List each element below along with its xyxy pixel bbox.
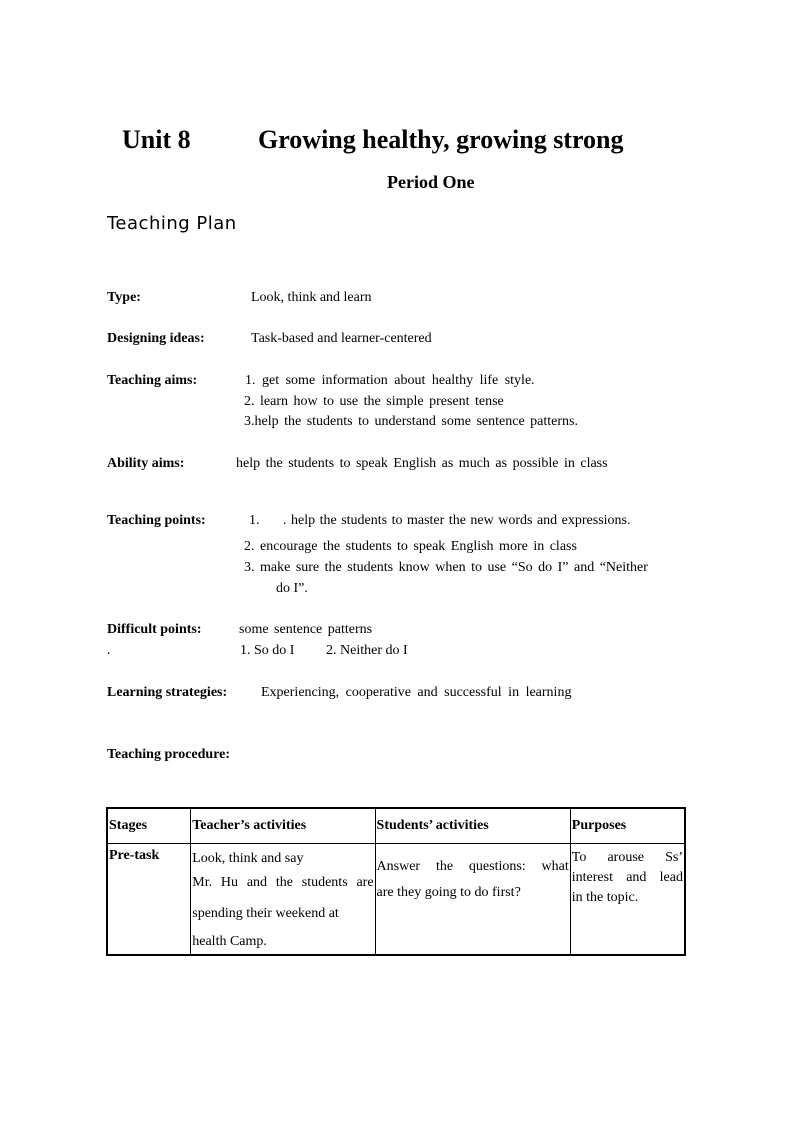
purpose-line: interest and lead xyxy=(571,870,683,885)
teacher-line: health Camp. xyxy=(192,934,267,949)
procedure-table xyxy=(106,807,686,956)
designing-ideas-value: Task-based and learner-centered xyxy=(251,331,432,346)
purposes-cell xyxy=(570,844,685,956)
header-stages: Stages xyxy=(107,808,191,844)
teaching-procedure-label: Teaching procedure: xyxy=(107,747,231,762)
ability-aims-label: Ability aims: xyxy=(107,456,185,471)
unit-title: Growing healthy, growing strong xyxy=(258,125,624,154)
teaching-aim-2: 2. learn how to use the simple present tense xyxy=(244,394,504,409)
learning-strategies-value: Experiencing, cooperative and successful in learning xyxy=(261,685,572,700)
teaching-points-label: Teaching points: xyxy=(107,513,206,528)
teaching-aim-1: 1. get some information about healthy life style. xyxy=(245,373,535,388)
teaching-plan-heading: Teaching Plan xyxy=(107,213,237,234)
difficult-points-value: some sentence patterns xyxy=(239,622,373,637)
stage-cell: Pre-task xyxy=(107,844,191,956)
purpose-line: in the topic. xyxy=(571,890,639,905)
teaching-point-3: 3. make sure the students know when to use “So do I” and “Neither xyxy=(244,560,648,575)
purpose-line: To arouse Ss’ xyxy=(571,850,683,865)
table-row xyxy=(107,844,685,956)
difficult-points-label: Difficult points: xyxy=(107,622,202,637)
designing-ideas-label: Designing ideas: xyxy=(107,331,205,346)
teacher-line: spending their weekend at xyxy=(192,906,339,921)
student-line: Answer the questions: what xyxy=(376,859,569,874)
table-header-row xyxy=(107,808,685,844)
header-teacher-activities: Teacher’s activities xyxy=(191,808,375,844)
difficult-point-2: 2. Neither do I xyxy=(326,643,408,658)
header-students-activities: Students’ activities xyxy=(375,808,570,844)
type-value: Look, think and learn xyxy=(251,290,372,305)
students-activities-cell xyxy=(375,844,570,956)
teaching-point-1: . help the students to master the new words and expressions. xyxy=(283,513,631,528)
difficult-point-1: 1. So do I xyxy=(240,643,295,658)
ability-aims-value: help the students to speak English as much as possible in class xyxy=(236,456,608,471)
teaching-point-3-continued: do I”. xyxy=(276,581,308,596)
learning-strategies-label: Learning strategies: xyxy=(107,685,228,700)
teaching-aims-label: Teaching aims: xyxy=(107,373,198,388)
header-purposes: Purposes xyxy=(570,808,685,844)
teaching-point-1-number: 1. xyxy=(249,513,260,528)
teaching-aim-3: 3.help the students to understand some sentence patterns. xyxy=(244,414,578,429)
teacher-activities-cell xyxy=(191,844,375,956)
student-line: are they going to do first? xyxy=(376,885,521,900)
difficult-points-dot: . xyxy=(107,643,111,658)
teacher-line: Mr. Hu and the students are xyxy=(192,875,374,890)
unit-number: Unit 8 xyxy=(122,125,191,154)
period-title: Period One xyxy=(387,172,475,192)
teacher-line: Look, think and say xyxy=(192,851,304,866)
type-label: Type: xyxy=(107,290,141,305)
teaching-point-2: 2. encourage the students to speak English more in class xyxy=(244,539,577,554)
